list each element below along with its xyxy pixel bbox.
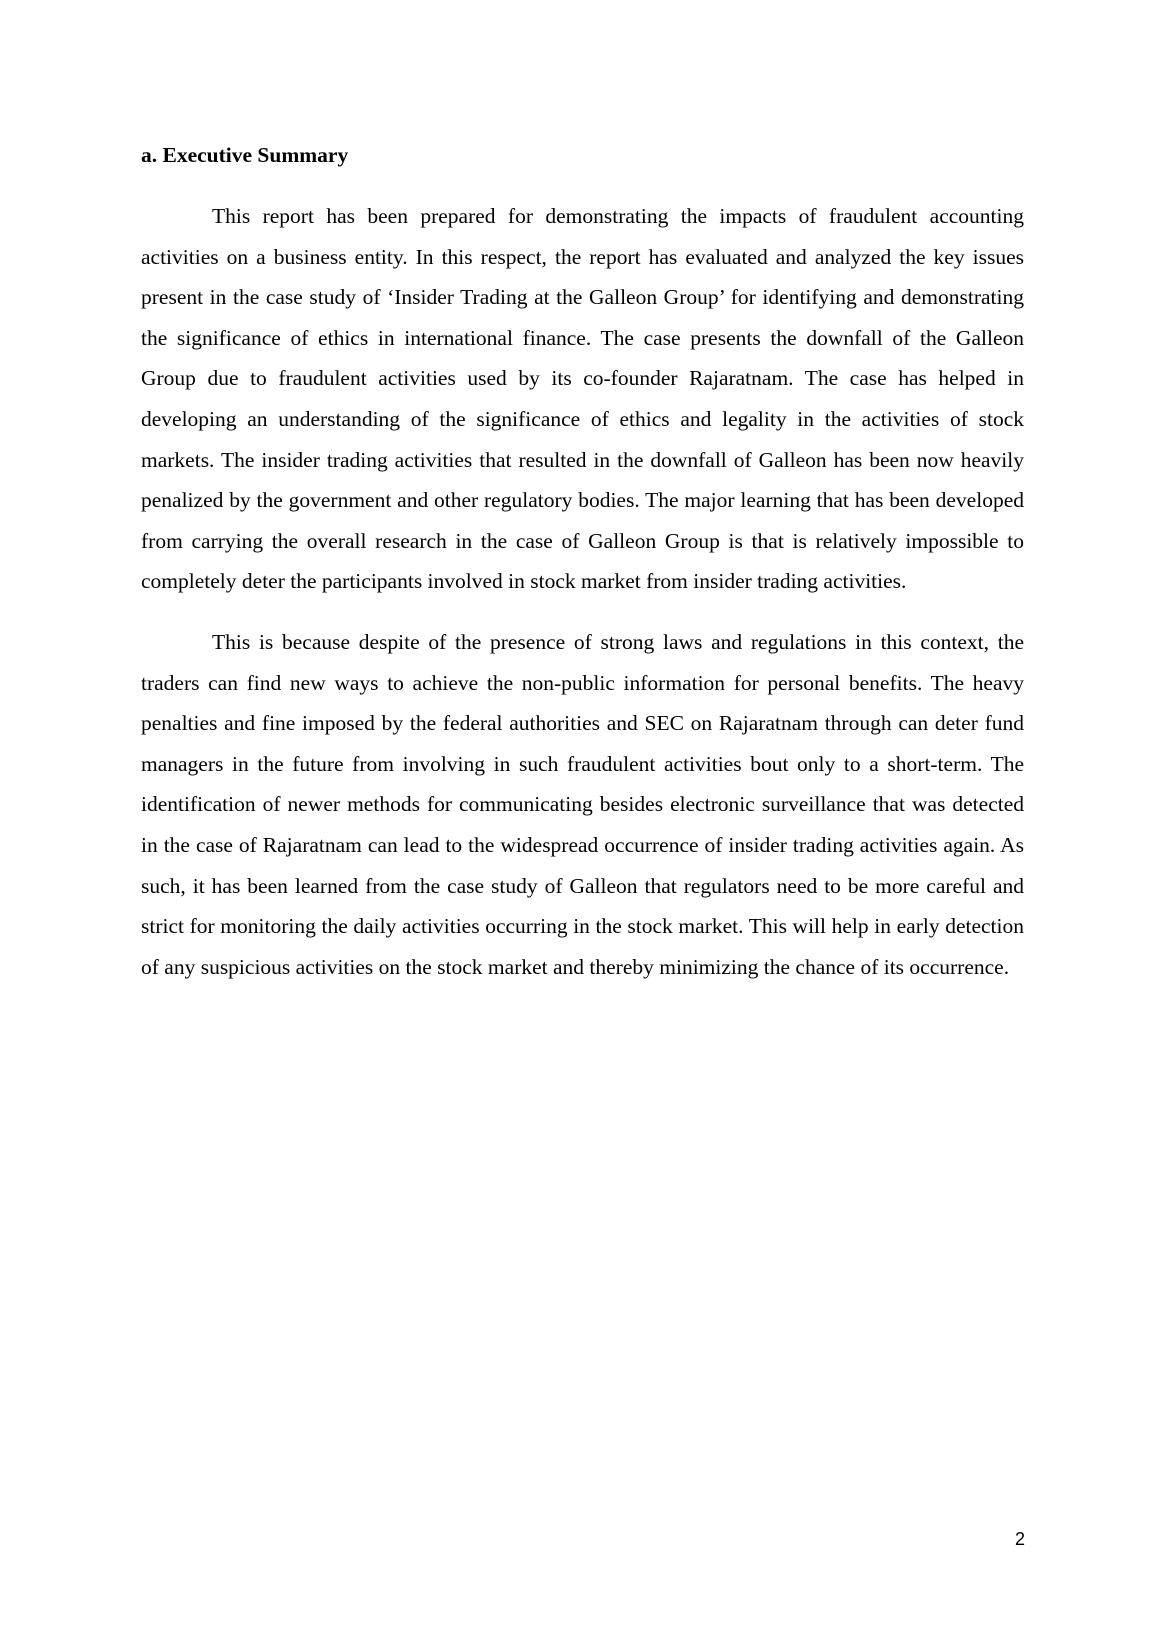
page-number: 2: [1014, 1529, 1025, 1549]
paragraph-1: This report has been prepared for demonstrating the impacts of fraudulent accounting activities on a business entity. In this respect, the report has evaluated and analyzed the key issues present in the case study of ‘Insider Trading at the Galleon Group’ for identifying and demonstrating the significance of ethics in international finance. The case presents the downfall of the Galleon Group due to fraudulent activities used by its co-founder Rajaratnam. The case has helped in developing an understanding of the significance of ethics and legality in the activities of stock markets. The insider trading activities that resulted in the downfall of Galleon has been now heavily penalized by the government and other regulatory bodies. The major learning that has been developed from carrying the overall research in the case of Galleon Group is that is relatively impossible to completely deter the participants involved in stock market from insider trading activities.: [141, 204, 1024, 594]
section-heading: a. Executive Summary: [141, 143, 349, 167]
page-content: [141, 140, 1024, 1007]
paragraph-2: This is because despite of the presence of strong laws and regulations in this context, the traders can find new ways to achieve the non-public information for personal benefits. The heavy penalties and fine imposed by the federal authorities and SEC on Rajaratnam through can deter fund managers in the future from involving in such fraudulent activities bout only to a short-term. The identification of newer methods for communicating besides electronic surveillance that was detected in the case of Rajaratnam can lead to the widespread occurrence of insider trading activities again. As such, it has been learned from the case study of Galleon that regulators need to be more careful and strict for monitoring the daily activities occurring in the stock market. This will help in early detection of any suspicious activities on the stock market and thereby minimizing the chance of its occurrence.: [141, 629, 1024, 979]
